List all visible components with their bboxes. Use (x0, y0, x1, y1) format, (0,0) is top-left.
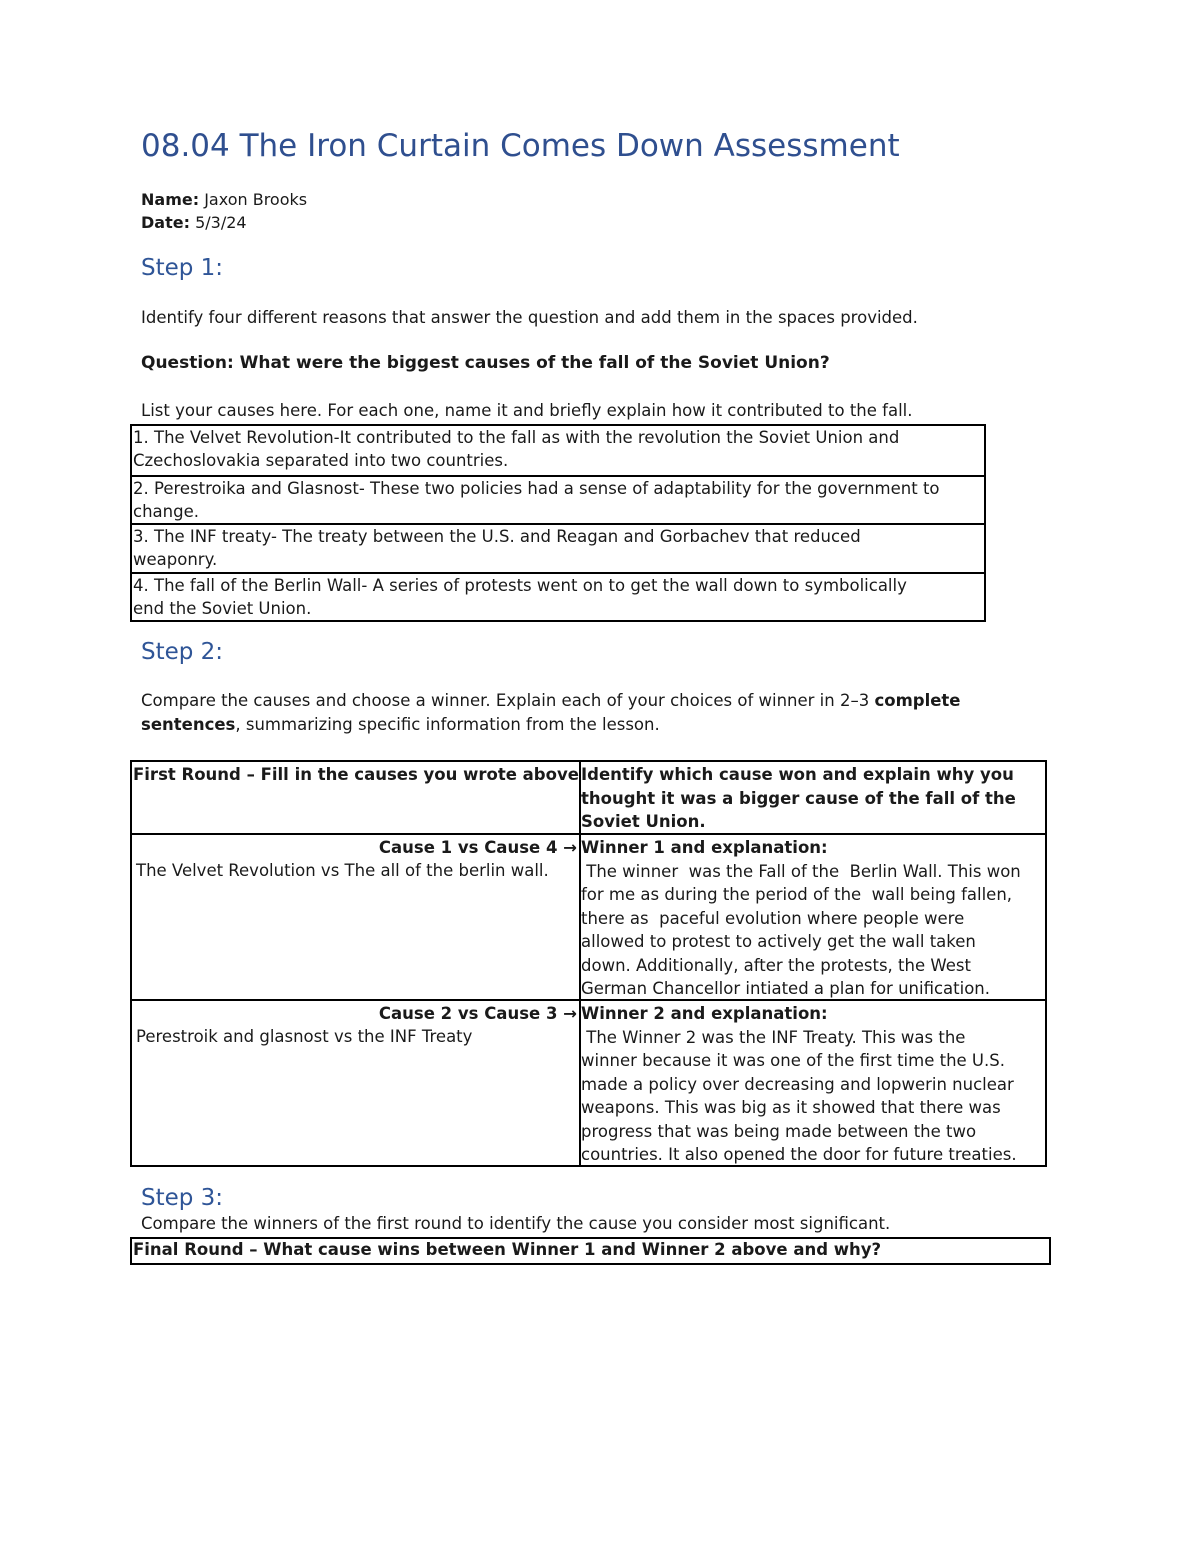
cause-2-line1: 2. Perestroika and Glasnost- These two policies had a sense of adaptability for the government to (133, 478, 940, 498)
header-right (581, 763, 1047, 834)
name-value: Jaxon Brooks (204, 190, 308, 209)
cause-row-4[interactable] (132, 572, 984, 621)
match1-winner-cell[interactable] (581, 836, 1049, 1001)
first-round-table (130, 760, 1047, 1167)
cause-3-line1: 3. The INF treaty- The treaty between the U.S. and Reagan and Gorbachev that reduced (133, 527, 861, 546)
step2-instructions-line1 (141, 691, 961, 710)
match2-causes[interactable]: Perestroik and glasnost vs the INF Treaty (136, 1027, 473, 1046)
winner1-line6: German Chancellor intiated a plan for unification. (581, 979, 991, 998)
winner1-line3: there as paceful evolution where people were (581, 908, 965, 928)
header-right-line1: Identify which cause won and explain why you (581, 765, 1014, 784)
match2-winner-cell[interactable] (581, 1002, 1049, 1167)
winner1-line2: for me as during the period of the wall being fallen, (581, 885, 1013, 904)
header-left: First Round – Fill in the causes you wrote above (133, 765, 579, 784)
step3-instructions: Compare the winners of the first round to identify the cause you consider most significant. (141, 1214, 891, 1233)
step1-list-prompt: List your causes here. For each one, name it and briefly explain how it contributed to the fall. (141, 401, 913, 420)
header-right-line2: thought it was a bigger cause of the fall of the (581, 788, 1016, 808)
winner2-line1: The Winner 2 was the INF Treaty. This was the (581, 1027, 966, 1047)
step1-instructions: Identify four different reasons that answer the question and add them in the spaces provided. (141, 308, 918, 327)
page-title: 08.04 The Iron Curtain Comes Down Assessment (141, 128, 900, 164)
causes-table (130, 424, 986, 622)
step2-instructions-text2: , summarizing specific information from the lesson. (235, 715, 660, 734)
cause-row-2[interactable] (132, 475, 984, 524)
step2-instructions-bold2: sentences (141, 715, 236, 734)
name-label: Name: (141, 190, 200, 209)
date-line (141, 213, 247, 232)
winner2-line6: countries. It also opened the door for future treaties. (581, 1145, 1017, 1164)
winner2-label: Winner 2 and explanation: (581, 1004, 828, 1023)
winner1-line5: down. Additionally, after the protests, the West (581, 955, 971, 975)
winner1-label: Winner 1 and explanation: (581, 838, 828, 857)
cause-1-line2: Czechoslovakia separated into two countries. (133, 451, 509, 470)
step2-heading: Step 2: (141, 639, 224, 665)
match1-causes[interactable]: The Velvet Revolution vs The all of the berlin wall. (136, 861, 549, 880)
cause-3-line2: weaponry. (133, 550, 218, 569)
step1-question: Question: What were the biggest causes of the fall of the Soviet Union? (141, 353, 830, 373)
cause-row-1[interactable] (132, 426, 984, 475)
final-round-row[interactable]: Final Round – What cause wins between Winner 1 and Winner 2 above and why? (130, 1237, 1051, 1265)
winner1-line1: The winner was the Fall of the Berlin Wall. This won (581, 861, 1021, 881)
header-right-line3: Soviet Union. (581, 812, 706, 831)
winner2-line5: progress that was being made between the two (581, 1121, 977, 1141)
match1-label: Cause 1 vs Cause 4 → (378, 838, 577, 857)
winner2-line4: weapons. This was big as it showed that there was (581, 1098, 1001, 1117)
match2-label: Cause 2 vs Cause 3 → (378, 1004, 577, 1023)
date-value: 5/3/24 (195, 213, 247, 232)
step2-instructions-text: Compare the causes and choose a winner. Explain each of your choices of winner in 2–3 (141, 691, 875, 710)
winner2-line3: made a policy over decreasing and lopwerin nuclear (581, 1074, 1014, 1094)
winner2-line2: winner because it was one of the first time the U.S. (581, 1051, 1005, 1070)
step2-instructions-bold1: complete (874, 691, 961, 710)
cause-4-line1: 4. The fall of the Berlin Wall- A series of protests went on to get the wall down to symbolically (133, 575, 907, 595)
cause-row-3[interactable] (132, 523, 984, 572)
winner1-line4: allowed to protest to actively get the wall taken (581, 932, 976, 951)
step1-heading: Step 1: (141, 255, 224, 281)
cause-1-line1: 1. The Velvet Revolution-It contributed to the fall as with the revolution the Soviet Union and (133, 428, 900, 447)
cause-2-line2: change. (133, 501, 199, 521)
name-line (141, 190, 307, 209)
date-label: Date: (141, 213, 190, 232)
step2-instructions-line2 (141, 715, 660, 734)
step3-heading: Step 3: (141, 1185, 224, 1211)
cause-4-line2: end the Soviet Union. (133, 598, 312, 618)
